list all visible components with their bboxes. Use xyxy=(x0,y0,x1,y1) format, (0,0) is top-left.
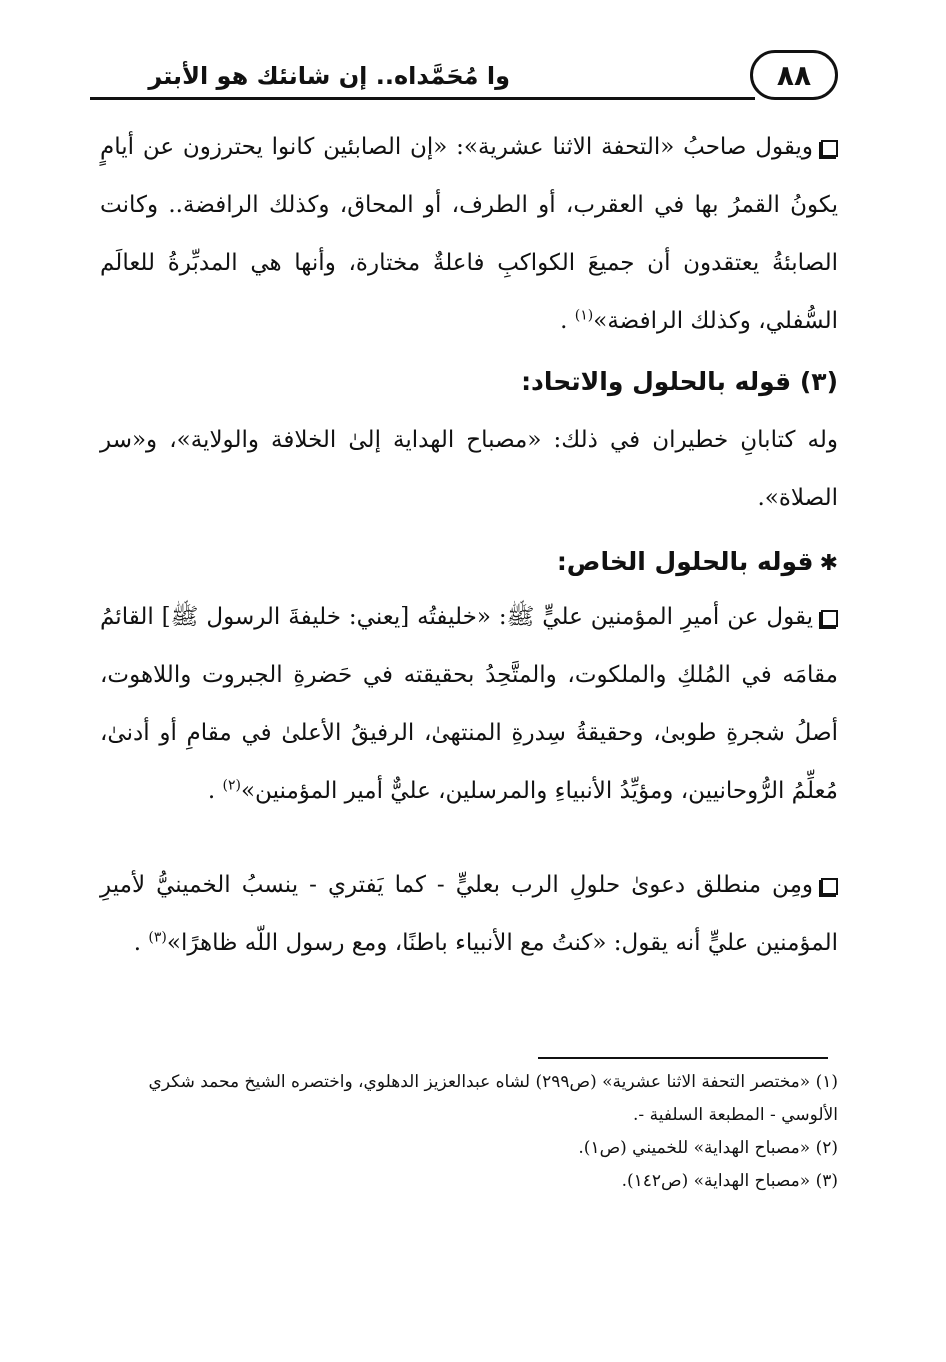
subheading-text: قوله بالحلول الخاص: xyxy=(556,547,814,576)
footnotes xyxy=(100,1066,838,1198)
paragraph-text: ومِن منطلق دعوىٰ حلولِ الرب بعليٍّ - كما يَفتري - ينسبُ الخمينيُّ لأميرِ المؤمنين عليٍّ أنه يقول: «كنتُ مع الأنبياء باطنًا، ومع رسول اللّه ظاهرًا» xyxy=(100,872,838,956)
paragraph-sabians xyxy=(100,118,838,350)
section-heading: (٣) قوله بالحلول والاتحاد: xyxy=(521,367,838,396)
box-bullet-icon xyxy=(821,878,838,895)
paragraph-text: وله كتابانِ خطيران في ذلك: «مصباح الهداية إلىٰ الخلافة والولاية»، و«سر الصلاة». xyxy=(100,427,838,511)
box-bullet-icon xyxy=(821,610,838,627)
footnote-1: (١) «مختصر التحفة الاثنا عشرية» (ص٢٩٩) لشاه عبدالعزيز الدهلوي، واختصره الشيخ محمد شكري الألوسي - المطبعة السلفية -. xyxy=(148,1072,838,1125)
footnote-ref: (٢) xyxy=(222,777,241,794)
header-divider xyxy=(90,97,755,100)
paragraph-khomeini xyxy=(100,856,838,972)
running-title: وا مُحَمَّداه.. إن شانئك هو الأبتر xyxy=(148,62,510,90)
footnote-divider xyxy=(538,1057,828,1059)
paragraph-text: يقول عن أميرِ المؤمنين عليٍّ ﷺ: «خليفتُه [يعني: خليفةَ الرسول ﷺ] القائمُ مقامَه في المُلكِ والملكوت، والمتَّحِدُ بحقيقته في حَضرةِ الجبروت واللاهوت، أصلُ شجرةِ طوبىٰ، وحقيقةُ سِدرةِ المنتهىٰ، الرفيقُ الأعلىٰ في مقامِ أو أدنىٰ، مُعلِّمُ الرُّوحانيين، ومؤيِّدُ الأنبياءِ والمرسلين، عليٌّ أمير المؤمنين» xyxy=(100,604,838,804)
asterisk-icon: ✱ xyxy=(819,551,838,576)
paragraph-ali xyxy=(100,588,838,820)
paragraph-end: . xyxy=(133,930,149,956)
paragraph-end: . xyxy=(207,778,223,804)
subsection-heading xyxy=(100,542,838,584)
box-bullet-icon xyxy=(821,140,838,157)
footnote-2: (٢) «مصباح الهداية» للخميني (ص١). xyxy=(578,1138,838,1158)
page-number: ٨٨ xyxy=(750,50,838,100)
footnote-ref: (١) xyxy=(574,307,594,324)
paragraph-text: ويقول صاحبُ «التحفة الاثنا عشرية»: «إن الصابئين كانوا يحترزون عن أيامٍ يكونُ القمرُ بها في العقرب، أو الطرف، أو المحاق، وكذلك الرافضة.. وكانت الصابئةُ يعتقدون أن جميعَ الكواكبِ فاعلةٌ مختارة، وأنها هي المدبِّرةُ للعالَم السُّفلي، وكذلك الرافضة» xyxy=(100,134,838,334)
paragraph-books xyxy=(100,411,838,527)
footnote-3: (٣) «مصباح الهداية» (ص١٤٢). xyxy=(621,1171,838,1191)
paragraph-end: . xyxy=(560,308,575,334)
footnote-ref: (٣) xyxy=(148,929,167,946)
